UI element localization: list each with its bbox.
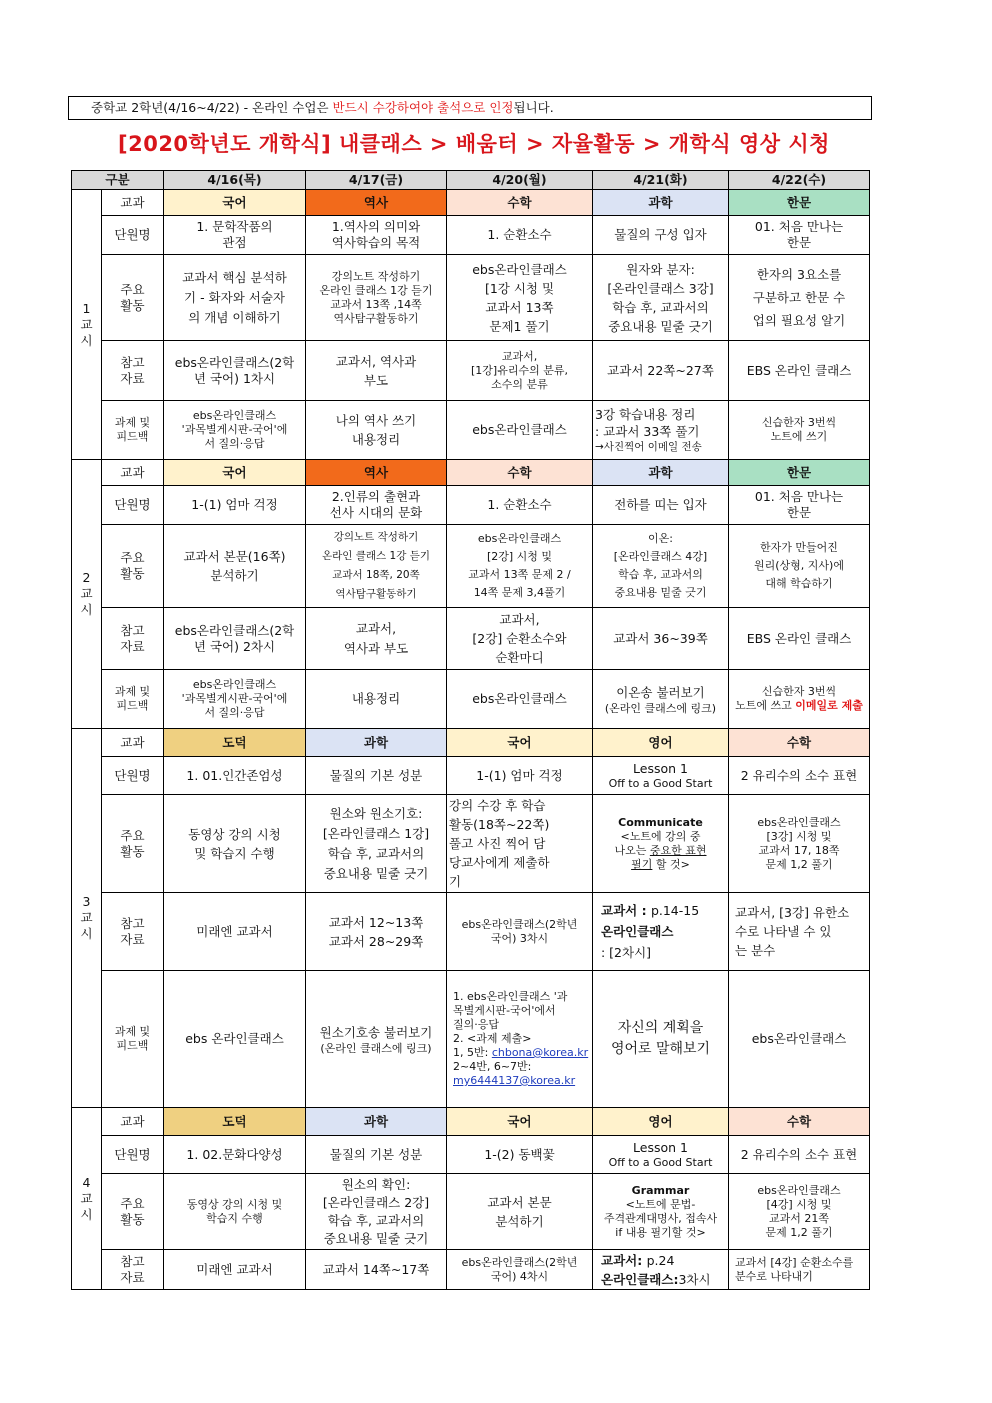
unit-cell: 1. 02.문화다양성 — [164, 1136, 306, 1174]
activity-cell: 교과서 핵심 분석하 기 - 화자와 서술자 의 개념 이해하기 — [164, 255, 306, 341]
task-cell: ebs온라인클래스 — [447, 670, 593, 729]
activity-cell: Communicate <노트에 강의 중 나오는 중요한 표현 필기 할 것> — [593, 795, 729, 893]
weekly-schedule-table — [71, 170, 870, 1290]
task-cell: ebs온라인클래스 '과목별게시판-국어'에 서 질의·응답 — [164, 401, 306, 460]
activity-cell: 원소와 원소기호: [온라인클래스 1강] 학습 후, 교과서의 중요내용 밑줄 긋기 — [306, 795, 447, 893]
email-link-chbona[interactable]: chbona@korea.kr — [491, 1046, 589, 1059]
activity-cell: 강의노트 작성하기 온라인 클래스 1강 듣기 교과서 18쪽, 20쪽 역사탐구활동하기 — [306, 525, 447, 608]
online-class-notice — [68, 96, 872, 120]
reference-cell: 교과서, 역사과 부도 — [306, 608, 447, 670]
row-label-task: 과제 및 피드백 — [102, 971, 164, 1108]
row-label-reference: 참고 자료 — [102, 1250, 164, 1290]
subject-cell: 영어 — [593, 1108, 729, 1136]
row-label-subject: 교과 — [102, 1108, 164, 1136]
activity-cell: 원소의 확인: [온라인클래스 2강] 학습 후, 교과서의 중요내용 밑줄 긋기 — [306, 1174, 447, 1250]
p1-unit-row — [72, 216, 870, 255]
unit-cell: 전하를 띠는 입자 — [593, 486, 729, 525]
reference-cell: 교과서, [1강]유리수의 분류, 소수의 분류 — [447, 341, 593, 401]
unit-cell: 1-(2) 동백꽃 — [447, 1136, 593, 1174]
notice-suffix: 됩니다. — [513, 100, 554, 115]
reference-cell: 교과서 : p.14-15 온라인클래스 : [2차시] — [593, 893, 729, 971]
subject-cell: 역사 — [306, 460, 447, 486]
p2-unit-row — [72, 486, 870, 525]
p1-reference-row — [72, 341, 870, 401]
p3-reference-row — [72, 893, 870, 971]
subject-cell: 수학 — [729, 729, 870, 757]
activity-cell: ebs온라인클래스 [1강 시청 및 교과서 13쪽 문제1 풀기 — [447, 255, 593, 341]
activity-cell: 강의노트 작성하기 온라인 클래스 1강 듣기 교과서 13쪽 ,14쪽 역사탐구활동하기 — [306, 255, 447, 341]
task-cell: 신습한자 3번씩 노트에 쓰기 — [729, 401, 870, 460]
row-label-reference: 참고 자료 — [102, 341, 164, 401]
reference-cell: ebs온라인클래스(2학 년 국어) 2차시 — [164, 608, 306, 670]
unit-cell: 2 유리수의 소수 표현 — [729, 1136, 870, 1174]
p2-activity-row — [72, 525, 870, 608]
subject-cell: 수학 — [447, 460, 593, 486]
subject-cell: 영어 — [593, 729, 729, 757]
p2-reference-row — [72, 608, 870, 670]
row-label-activity: 주요 활동 — [102, 1174, 164, 1250]
task-cell: 원소기호송 불러보기 (온라인 클래스에 링크) — [306, 971, 447, 1108]
activity-cell: 한자의 3요소를 구분하고 한문 수 업의 필요성 알기 — [729, 255, 870, 341]
row-label-reference: 참고 자료 — [102, 608, 164, 670]
activity-cell: 한자가 만들어진 원리(상형, 지사)에 대해 학습하기 — [729, 525, 870, 608]
reference-cell: 교과서 22쪽~27쪽 — [593, 341, 729, 401]
unit-cell: 1.역사의 의미와 역사학습의 목적 — [306, 216, 447, 255]
header-date: 4/17(금) — [306, 171, 447, 190]
reference-cell: 교과서, [3강] 유한소 수로 나타낼 수 있 는 분수 — [729, 893, 870, 971]
activity-cell: ebs온라인클래스 [3강] 시청 및 교과서 17, 18쪽 문제 1,2 풀기 — [729, 795, 870, 893]
row-label-unit: 단원명 — [102, 216, 164, 255]
activity-cell: 이온: [온라인클래스 4강] 학습 후, 교과서의 중요내용 밑줄 긋기 — [593, 525, 729, 608]
notice-prefix: 중학교 2학년(4/16~4/22) - 온라인 수업은 — [91, 100, 333, 115]
unit-cell: 1. 순환소수 — [447, 486, 593, 525]
task-cell: ebs온라인클래스 '과목별게시판-국어'에 서 질의·응답 — [164, 670, 306, 729]
p1-activity-row — [72, 255, 870, 341]
subject-cell: 역사 — [306, 190, 447, 216]
opening-ceremony-heading: [2020학년도 개학식] 내클래스 > 배움터 > 자율활동 > 개학식 영상 시청 — [118, 132, 830, 156]
subject-cell: 국어 — [164, 460, 306, 486]
p2-task-row — [72, 670, 870, 729]
activity-cell: 강의 수강 후 학습 활동(18쪽~22쪽) 풀고 사진 찍어 담 당교사에게 제출하 기 — [447, 795, 593, 893]
subject-cell: 수학 — [447, 190, 593, 216]
p1-task-row — [72, 401, 870, 460]
task-cell: 신습한자 3번씩 노트에 쓰고 이메일로 제출 — [729, 670, 870, 729]
unit-cell: 1. 01.인간존엄성 — [164, 757, 306, 795]
header-row — [72, 171, 870, 190]
header-date: 4/16(목) — [164, 171, 306, 190]
activity-cell: 교과서 본문 분석하기 — [447, 1174, 593, 1250]
row-label-unit: 단원명 — [102, 1136, 164, 1174]
subject-cell: 한문 — [729, 460, 870, 486]
subject-cell: 국어 — [447, 1108, 593, 1136]
activity-cell: 원자와 분자: [온라인클래스 3강] 학습 후, 교과서의 중요내용 밑줄 긋기 — [593, 255, 729, 341]
p3-activity-row — [72, 795, 870, 893]
unit-cell: Lesson 1 Off to a Good Start — [593, 1136, 729, 1174]
unit-cell: 물질의 구성 입자 — [593, 216, 729, 255]
task-cell: 자신의 계획을 영어로 말해보기 — [593, 971, 729, 1108]
subject-cell: 한문 — [729, 190, 870, 216]
subject-cell: 과학 — [593, 460, 729, 486]
unit-cell: 2.인류의 출현과 선사 시대의 문화 — [306, 486, 447, 525]
notice-highlight: 반드시 수강하여야 출석으로 인정 — [332, 100, 514, 115]
row-label-subject: 교과 — [102, 190, 164, 216]
reference-cell: 교과서 [4강] 순환소수를 분수로 나타내기 — [729, 1250, 870, 1290]
activity-cell: ebs온라인클래스 [2강] 시청 및 교과서 13쪽 문제 2 / 14쪽 문제 3,4풀기 — [447, 525, 593, 608]
task-cell: 1. ebs온라인클래스 '과 목별게시판-국어'에서 질의·응답 2. <과제 제출> 1, 5반: chbona@korea.kr 2~4반, 6~7반: my6444137@korea.kr — [447, 971, 593, 1108]
activity-cell: 동영상 강의 시청 및 학습지 수행 — [164, 1174, 306, 1250]
reference-cell: ebs온라인클래스(2학년 국어) 3차시 — [447, 893, 593, 971]
task-cell: ebs 온라인클래스 — [164, 971, 306, 1108]
reference-cell: 미래엔 교과서 — [164, 1250, 306, 1290]
reference-cell: 교과서 14쪽~17쪽 — [306, 1250, 447, 1290]
row-label-activity: 주요 활동 — [102, 255, 164, 341]
row-label-unit: 단원명 — [102, 486, 164, 525]
reference-cell: ebs온라인클래스(2학년 국어) 4차시 — [447, 1250, 593, 1290]
row-label-activity: 주요 활동 — [102, 525, 164, 608]
reference-cell: 미래엔 교과서 — [164, 893, 306, 971]
unit-cell: 1-(1) 엄마 걱정 — [447, 757, 593, 795]
row-label-subject: 교과 — [102, 729, 164, 757]
subject-cell: 과학 — [306, 1108, 447, 1136]
period-3-label: 3 교 시 — [72, 729, 102, 1108]
reference-cell: 교과서, [2강] 순환소수와 순환마디 — [447, 608, 593, 670]
period-4-label: 4 교 시 — [72, 1108, 102, 1290]
p4-subject-row — [72, 1108, 870, 1136]
task-cell: ebs온라인클래스 — [729, 971, 870, 1108]
reference-cell: EBS 온라인 클래스 — [729, 341, 870, 401]
unit-cell: Lesson 1 Off to a Good Start — [593, 757, 729, 795]
unit-cell: 01. 처음 만나는 한문 — [729, 216, 870, 255]
unit-cell: 2 유리수의 소수 표현 — [729, 757, 870, 795]
subject-cell: 과학 — [306, 729, 447, 757]
activity-cell: 교과서 본문(16쪽) 분석하기 — [164, 525, 306, 608]
p1-subject-row — [72, 190, 870, 216]
subject-cell: 수학 — [729, 1108, 870, 1136]
unit-cell: 1. 문학작품의 관점 — [164, 216, 306, 255]
p2-subject-row — [72, 460, 870, 486]
task-cell: 3강 학습내용 정리 : 교과서 33쪽 풀기 →사진찍어 이메일 전송 — [593, 401, 729, 460]
task-cell: 이온송 불러보기 (온라인 클래스에 링크) — [593, 670, 729, 729]
subject-cell: 도덕 — [164, 1108, 306, 1136]
reference-cell: 교과서, 역사과 부도 — [306, 341, 447, 401]
header-date: 4/21(화) — [593, 171, 729, 190]
period-2-label: 2 교 시 — [72, 460, 102, 729]
task-cell: ebs온라인클래스 — [447, 401, 593, 460]
reference-cell: 교과서 36~39쪽 — [593, 608, 729, 670]
p3-subject-row — [72, 729, 870, 757]
unit-cell: 1-(1) 엄마 걱정 — [164, 486, 306, 525]
unit-cell: 1. 순환소수 — [447, 216, 593, 255]
activity-cell: ebs온라인클래스 [4강] 시청 및 교과서 21쪽 문제 1,2 풀기 — [729, 1174, 870, 1250]
header-date: 4/22(수) — [729, 171, 870, 190]
row-label-subject: 교과 — [102, 460, 164, 486]
reference-cell: EBS 온라인 클래스 — [729, 608, 870, 670]
unit-cell: 물질의 기본 성분 — [306, 757, 447, 795]
p4-reference-row — [72, 1250, 870, 1290]
reference-cell: ebs온라인클래스(2학 년 국어) 1차시 — [164, 341, 306, 401]
subject-cell: 국어 — [447, 729, 593, 757]
reference-cell: 교과서: p.24 온라인클래스:3차시 — [593, 1250, 729, 1290]
email-link-my6444137[interactable]: my6444137@korea.kr — [453, 1074, 576, 1087]
row-label-unit: 단원명 — [102, 757, 164, 795]
subject-cell: 국어 — [164, 190, 306, 216]
row-label-reference: 참고 자료 — [102, 893, 164, 971]
row-label-activity: 주요 활동 — [102, 795, 164, 893]
subject-cell: 과학 — [593, 190, 729, 216]
row-label-task: 과제 및 피드백 — [102, 401, 164, 460]
period-1-label: 1 교 시 — [72, 190, 102, 460]
unit-cell: 01. 처음 만나는 한문 — [729, 486, 870, 525]
row-label-task: 과제 및 피드백 — [102, 670, 164, 729]
p4-activity-row — [72, 1174, 870, 1250]
header-category: 구분 — [72, 171, 164, 190]
task-cell: 나의 역사 쓰기 내용정리 — [306, 401, 447, 460]
unit-cell: 물질의 기본 성분 — [306, 1136, 447, 1174]
p3-task-row — [72, 971, 870, 1108]
activity-cell: 동영상 강의 시청 및 학습지 수행 — [164, 795, 306, 893]
p3-unit-row — [72, 757, 870, 795]
p4-unit-row — [72, 1136, 870, 1174]
subject-cell: 도덕 — [164, 729, 306, 757]
header-date: 4/20(월) — [447, 171, 593, 190]
activity-cell: Grammar <노트에 문법- 주격관계대명사, 접속사 if 내용 필기할 것> — [593, 1174, 729, 1250]
reference-cell: 교과서 12~13쪽 교과서 28~29쪽 — [306, 893, 447, 971]
task-cell: 내용정리 — [306, 670, 447, 729]
